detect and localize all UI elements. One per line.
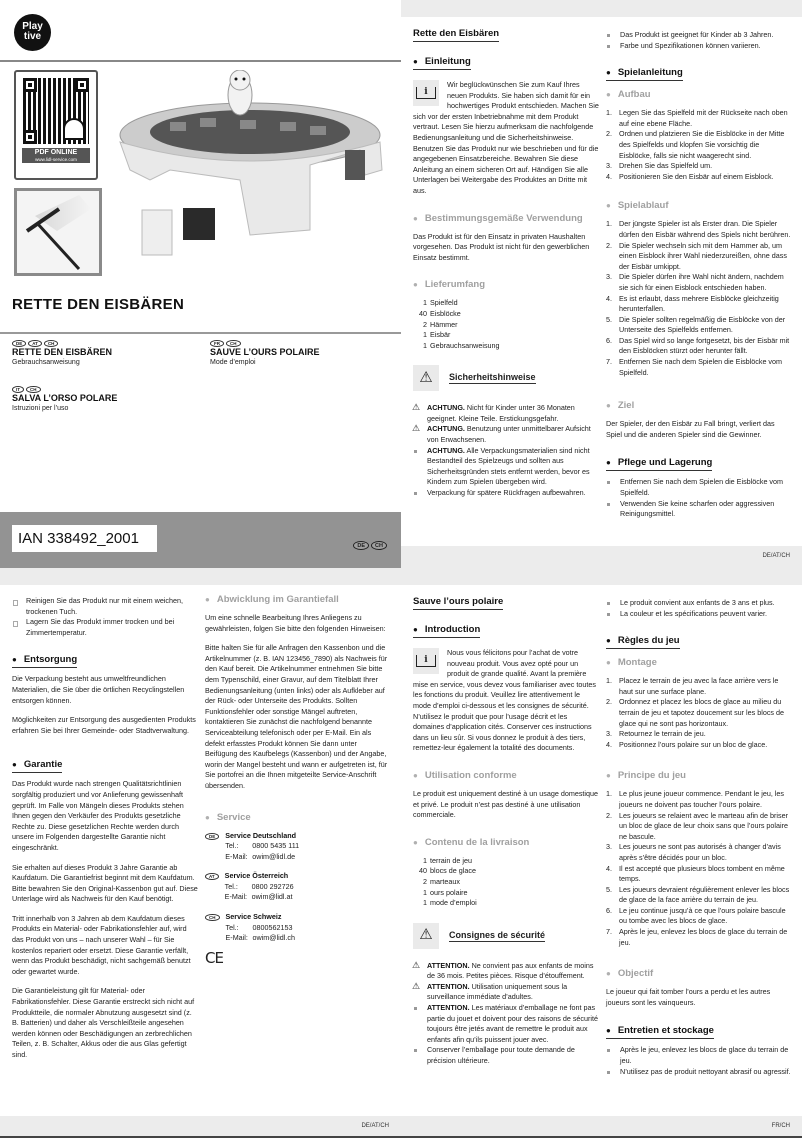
language-title: RETTE DEN EISBÄREN	[12, 347, 113, 357]
language-subtitle: Gebrauchsanweisung	[12, 359, 80, 366]
list-item: 1. Der jüngste Spieler ist als Erster dran. Die Spieler dürfen den Eisbär während des Spiels nicht berühren.	[606, 219, 791, 239]
language-subtitle: Istruzioni per l’uso	[12, 405, 69, 412]
use-text: Das Produkt ist für den Einsatz in privaten Haushalten vorgesehen. Das Produkt ist nicht für den gewerblichen Einsatz bestimmt.	[413, 231, 590, 262]
list-item: Farbe und Spezifikationen können variieren.	[606, 41, 792, 52]
section-heading-objectif: ● Objectif	[606, 968, 792, 979]
email-link[interactable]: owim@lidl.de	[252, 851, 296, 861]
list-item: 4. Positionnez l’ours polaire sur un bloc de glace.	[606, 739, 768, 749]
language-block-fr	[210, 340, 320, 367]
list-item: 2 marteaux	[423, 876, 460, 886]
qr-code-icon	[23, 78, 89, 144]
flag-at: AT	[28, 340, 42, 347]
section-heading-spielablauf: ● Spielablauf	[606, 200, 792, 211]
qr-code-box[interactable]	[14, 70, 98, 180]
hammer-icon	[17, 191, 99, 273]
pdf-online-label	[22, 148, 90, 163]
language-block-de	[12, 340, 112, 367]
list-item: 3. Drehen Sie das Spielfeld um.	[606, 161, 713, 171]
column-right	[606, 30, 792, 520]
section-heading-contenu: ● Contenu de la livraison	[413, 837, 599, 848]
fr-page-1	[401, 568, 802, 1138]
flag-it: IT	[12, 386, 24, 393]
list-item: Das Produkt ist geeignet für Kinder ab 3 Jahren.	[606, 30, 792, 41]
list-item: 3. Die Spieler dürfen ihre Wahl nicht ändern, nachdem sie sich für einen Eisblock entschieden haben.	[606, 272, 784, 292]
list-item: 4. Es ist erlaubt, dass mehrere Eisblöcke gleichzeitig herunterfallen.	[606, 293, 779, 314]
claim-text: Bitte halten Sie für alle Anfragen den Kassenbon und die Artikelnummer (z. B. IAN 123456_7890) als Nachweis für den Kauf bereit. Die Artikelnummer entnehmen Sie bitte dem Typenschild, einer Gravur, auf dem Titelblatt Ihrer Bedienungsanleitung (unten links) oder als Aufkleber auf der Rück- oder Unterseite des Produkts. Sollten Funktionsfehler oder sonstige Mängel auftreten, kontaktieren Sie zunächst die nachfolgend benannte Serviceabteilung telefonisch oder per E-Mail. Ein als defekt erfasstes Produkt können Sie dann unter Beifügung des Kaufbelegs (Kassenbon) und der Angabe, worin der Mangel besteht und wann er aufgetreten ist, für Sie portofrei an die Ihnen mitgeteilte Service-Anschrift übersenden.	[205, 643, 388, 790]
intro-block	[413, 648, 599, 754]
warning-icon: ⚠	[413, 365, 439, 391]
section-heading-garantiefall: ● Abwicklung im Garantiefall	[205, 594, 391, 605]
page-header-band	[401, 568, 802, 585]
section-heading-regles: ● Règles du jeu	[606, 635, 680, 649]
safety-list	[413, 403, 599, 498]
warranty-text: Die Garantieleistung gilt für Material- oder Fabrikationsfehler. Diese Garantie erstreckt sich nicht auf Produktteile, die normaler Abnutzung ausgesetzt sind (z. B. Batterien) und daher als Verschleißteile angesehen werden können oder Beschädigungen an zerbrechlichen Teilen, z. B. Schalter, Akkus oder die aus Glas gefertigt sind.	[12, 986, 195, 1059]
column-left	[413, 596, 599, 1067]
ce-mark-icon: CE	[205, 948, 223, 967]
list-item: 2 Hämmer	[423, 319, 458, 329]
flag-ch: CH	[226, 340, 241, 347]
column-right	[606, 598, 792, 1077]
contents-list	[413, 856, 599, 909]
safety-list	[413, 961, 599, 1067]
section-heading-entretien: ● Entretien et stockage	[606, 1025, 714, 1039]
care-list-cont	[12, 596, 198, 638]
page-footer-label: DE/AT/CH	[762, 553, 790, 560]
list-item: N’utilisez pas de produit nettoyant abrasif ou agressif.	[606, 1067, 792, 1078]
play-steps	[606, 789, 792, 948]
list-item: ATTENTION. Les matériaux d’emballage ne font pas partie du jouet et doivent pour des raisons de sécurité toujours être jetés avant de remettre le produit aux enfants afin qu’ils puissent jouer avec.	[413, 1003, 599, 1045]
document-title: Sauve l’ours polaire	[413, 596, 503, 610]
list-item: Reinigen Sie das Produkt nur mit einem weichen, trockenen Tuch.	[12, 596, 198, 617]
logo-text-tive: tive	[23, 31, 42, 42]
safety-heading-block	[413, 923, 599, 949]
page-footer-band	[401, 1116, 802, 1138]
service-de: DE Service Deutschland Tel.: 0800 5435 111 E-Mail: owim@lidl.de	[205, 831, 391, 863]
care-list	[606, 1045, 792, 1077]
list-item: La couleur et les spécifications peuvent varier.	[606, 609, 792, 620]
section-heading-pflege: ● Pflege und Lagerung	[606, 457, 712, 471]
page-footer-band	[0, 1116, 401, 1138]
flag-ch: CH	[44, 340, 59, 347]
notes-list	[606, 598, 792, 619]
list-item: 1 terrain de jeu	[423, 855, 472, 865]
language-subtitle: Mode d’emploi	[210, 359, 256, 366]
intro-text: Wir beglückwünschen Sie zum Kauf Ihres neuen Produkts. Sie haben sich damit für ein hochwertiges Produkt entschieden. Machen Sie sich vor der ersten Inbetriebnahme mit dem Produkt vertraut. Lesen Sie hierzu aufmerksam die nachfolgende Bedienungsanleitung und die Sicherheitshinweise. Benutzen Sie das Produkt nur wie beschrieben und für die angegebenen Einsatzbereiche. Bewahren Sie diese Anleitung an einem sicheren Ort auf. Händigen Sie alle Unterlagen bei Weitergabe des Produktes an Dritte mit aus.	[413, 80, 599, 195]
document-title: Rette den Eisbären	[413, 28, 499, 42]
list-item: 5. Les joueurs devraient régulièrement enlever les blocs de glace de la face arrière du terrain de jeu.	[606, 884, 790, 905]
list-item: 1. Placez le terrain de jeu avec la face arrière vers le haut sur une surface plane.	[606, 676, 779, 696]
warranty-text: Sie erhalten auf dieses Produkt 3 Jahre Garantie ab Kaufdatum. Die Garantiefrist beginnt mit dem Kaufdatum. Bitte bewahren Sie den Original-Kassenbon gut auf. Diese Unterlage wird als Nachweis für den Kauf benötigt.	[12, 862, 198, 904]
section-heading-service: ● Service	[205, 812, 391, 823]
country-flags	[12, 340, 112, 347]
country-flags	[353, 541, 387, 550]
page-header-band	[0, 568, 401, 585]
intro-block	[413, 80, 599, 197]
notes-list	[606, 30, 792, 51]
flag-ch: CH	[371, 541, 387, 550]
disposal-text: Möglichkeiten zur Entsorgung des ausgedienten Produkts erfahren Sie bei Ihrer Gemeinde- oder Stadtverwaltung.	[12, 715, 196, 735]
phone-number[interactable]: 0800562153	[252, 922, 293, 932]
page-header-band	[401, 0, 802, 17]
service-ch: CH Service Schweiz Tel.: 0800562153 E-Mail: owim@lidl.ch	[205, 912, 391, 944]
list-item: 7. Après le jeu, enlevez les blocs de glace du terrain de jeu.	[606, 927, 788, 947]
warranty-text: Das Produkt wurde nach strengen Qualitätsrichtlinien sorgfältig produziert und vor Anlieferung gewissenhaft geprüft. Im Falle von Mängeln dieses Produkts stehen Ihnen gegen den Verkäufer des Produkts gesetzliche Rechte zu. Diese gesetzlichen Rechte werden durch unsere im Folgenden dargestellte Garantie nicht eingeschränkt.	[12, 779, 184, 852]
list-item: 6. Le jeu continue jusqu’à ce que l’ours polaire bascule ou tombe avec les blocs de glace.	[606, 905, 786, 926]
de-page-2	[0, 568, 401, 1138]
list-item: 5. Die Spieler sollten regelmäßig die Eisblöcke von der Unterseite des Spielfelds entfernen.	[606, 314, 786, 335]
qr-label-text: PDF ONLINE	[34, 149, 78, 156]
service-name: Service Deutschland	[225, 830, 296, 840]
page-footer-label: DE/AT/CH	[361, 1123, 389, 1130]
list-item: 7. Entfernen Sie nach dem Spielen die Eisblöcke vom Spielfeld.	[606, 357, 783, 377]
service-at: AT Service Österreich Tel.: 0800 292726 E-Mail: owim@lidl.at	[205, 871, 391, 903]
section-heading-entsorgung: ● Entsorgung	[12, 654, 77, 668]
list-item: 1. Le plus jeune joueur commence. Pendant le jeu, les joueurs ne doivent pas toucher l’ours polaire.	[606, 789, 785, 809]
book-info-icon: i	[413, 648, 439, 674]
list-item: ACHTUNG. Alle Verpackungsmaterialien sind nicht Bestandteil des Spielzeugs und sollten aus Sicherheitsgründen stets entfernt werden, bevor es Kindern zum Spielen übergeben wird.	[413, 446, 599, 488]
service-name: Service Österreich	[224, 871, 289, 881]
list-item: 1 Spielfeld	[423, 298, 458, 308]
page-footer-band	[401, 546, 802, 568]
flag-de: DE	[12, 340, 26, 347]
language-title: SALVA L’ORSO POLARE	[12, 393, 118, 403]
logo-text-play: Play	[22, 21, 43, 32]
setup-steps	[606, 676, 792, 750]
section-heading-montage: ● Montage	[606, 657, 792, 668]
flag-de: DE	[205, 833, 219, 840]
flag-fr: FR	[210, 340, 224, 347]
language-block-it	[12, 386, 117, 413]
setup-steps	[606, 108, 792, 182]
list-item: Verpackung für spätere Rückfragen aufbewahren.	[413, 488, 599, 499]
list-item: 1 mode d’emploi	[423, 898, 477, 908]
list-item: 2. Les joueurs se relaient avec le marteau afin de briser un bloc de glace de leur choix sans que l’ours polaire ne bascule.	[606, 810, 789, 841]
claim-intro: Um eine schnelle Bearbeitung Ihres Anliegens zu gewährleisten, folgen Sie bitte den folgenden Hinweisen:	[205, 613, 386, 633]
qr-url-text: www.lidl-service.com	[35, 157, 77, 162]
goal-text: Der Spieler, der den Eisbär zu Fall bringt, verliert das Spiel und die anderen Spieler sind die Gewinner.	[606, 419, 775, 439]
page-footer-label: FR/CH	[771, 1123, 790, 1130]
email-link[interactable]: owim@lidl.at	[251, 892, 293, 902]
list-item: 1 Eisbär	[423, 330, 451, 340]
section-heading-utilisation: ● Utilisation conforme	[413, 770, 599, 781]
list-item: 1. Legen Sie das Spielfeld mit der Rückseite nach oben auf eine ebene Fläche.	[606, 108, 788, 128]
contents-list	[413, 298, 599, 351]
play-steps	[606, 219, 792, 378]
section-heading-lieferumfang: ● Lieferumfang	[413, 279, 599, 290]
book-info-icon: i	[413, 80, 439, 106]
phone-number[interactable]: 0800 292726	[251, 881, 294, 891]
list-item: Le produit convient aux enfants de 3 ans et plus.	[606, 598, 792, 609]
de-page-1	[401, 0, 802, 568]
divider	[0, 332, 401, 334]
section-heading-ziel: ● Ziel	[606, 400, 792, 411]
list-item: ⚠ ACHTUNG. Benutzung unter unmittelbarer Aufsicht von Erwachsenen.	[413, 424, 599, 445]
column-right	[205, 594, 391, 967]
list-item: 1 ours polaire	[423, 887, 468, 897]
ian-number: IAN 338492_2001	[12, 525, 157, 552]
ian-band	[0, 512, 401, 568]
care-list	[606, 477, 792, 519]
product-image	[110, 70, 395, 270]
list-item: 4. Positionieren Sie den Eisbär auf einem Eisblock.	[606, 171, 774, 181]
column-left	[12, 596, 198, 1070]
country-flags	[210, 340, 320, 347]
list-item: 2. Ordnen und platzieren Sie die Eisblöcke in der Mitte des Spielfelds und klopfen Sie vorsichtig die Eisblöcke, falls sie nicht waagerecht sind.	[606, 129, 785, 160]
list-item: 3. Retournez le terrain de jeu.	[606, 729, 706, 739]
cover-page	[0, 0, 401, 568]
safety-heading-block	[413, 365, 599, 391]
list-item: ⚠ ATTENTION. Ne convient pas aux enfants de moins de 36 mois. Petites pièces. Risque d’étouffement.	[413, 961, 599, 982]
list-item: 40 Eisblöcke	[419, 308, 461, 318]
email-link[interactable]: owim@lidl.ch	[252, 933, 295, 943]
section-heading-verwendung: ● Bestimmungsgemäße Verwendung	[413, 213, 599, 224]
flag-at: AT	[205, 873, 219, 880]
flag-ch: CH	[205, 914, 220, 921]
list-item: 4. Il est accepté que plusieurs blocs tombent en même temps.	[606, 863, 785, 884]
section-heading-principe: ● Principe du jeu	[606, 770, 792, 781]
list-item: Après le jeu, enlevez les blocs de glace du terrain de jeu.	[606, 1045, 792, 1066]
list-item: Conserver l’emballage pour toute demande de précision ultérieure.	[413, 1045, 599, 1066]
use-text: Le produit est uniquement destiné à un usage domestique et privé. Le produit n’est pas destiné à une utilisation commerciale.	[413, 788, 599, 820]
section-heading-garantie: ● Garantie	[12, 759, 62, 773]
service-name: Service Schweiz	[225, 912, 282, 922]
list-item: 2. Ordonnez et placez les blocs de glace au milieu du terrain de jeu et tapotez doucement sur les blocs de glace qui ne sont pas horizontaux.	[606, 697, 785, 728]
disposal-text: Die Verpackung besteht aus umweltfreundlichen Materialien, die Sie über die örtlichen Recyclingstellen entsorgen können.	[12, 674, 185, 705]
divider	[0, 60, 401, 62]
section-heading-securite: Consignes de sécurité	[449, 929, 546, 940]
list-item: ⚠ ATTENTION. Utilisation uniquement sous la surveillance immédiate d’adultes.	[413, 982, 599, 1003]
column-left	[413, 28, 599, 499]
phone-number[interactable]: 0800 5435 111	[252, 841, 300, 851]
warning-icon: ⚠	[413, 923, 439, 949]
section-heading-sicherheit: Sicherheitshinweise	[449, 372, 536, 383]
section-heading-spielanleitung: ● Spielanleitung	[606, 67, 683, 81]
warranty-text: Tritt innerhalb von 3 Jahren ab dem Kaufdatum dieses Produkts ein Material- oder Fabrikationsfehler auf, wird das Produkt von uns – nach unserer Wahl – für Sie kostenlos repariert oder ersetzt. Diese Garantie verfällt, wenn das Produkt beschädigt, nicht sachgemäß benutzt oder gewartet wurde.	[12, 913, 191, 976]
section-heading-einleitung: ● Einleitung	[413, 56, 471, 70]
goal-text: Le joueur qui fait tomber l’ours a perdu et les autres joueurs sont les vainqueurs.	[606, 987, 771, 1007]
list-item: 3. Les joueurs ne sont pas autorisés à changer d’avis après s’être décidés pour un bloc.	[606, 842, 781, 862]
list-item: Lagern Sie das Produkt immer trocken und bei Zimmertemperatur.	[12, 617, 198, 638]
section-heading-introduction: ● Introduction	[413, 624, 480, 638]
section-heading-aufbau: ● Aufbau	[606, 89, 792, 100]
country-flags	[12, 386, 117, 393]
list-item: Verwenden Sie keine scharfen oder aggressiven Reinigungsmittel.	[606, 499, 792, 520]
hammer-image	[14, 188, 102, 276]
list-item: ⚠ ACHTUNG. Nicht für Kinder unter 36 Monaten geeignet. Kleine Teile. Erstickungsgefahr.	[413, 403, 599, 424]
list-item: 2. Die Spieler wechseln sich mit dem Hammer ab, um einen Eisblock ihrer Wahl niederzureißen, ohne dass der Eisbär umkippt.	[606, 240, 787, 271]
flag-de: DE	[353, 541, 369, 550]
list-item: Entfernen Sie nach dem Spielen die Eisblöcke vom Spielfeld.	[606, 477, 792, 498]
cover-title: RETTE DEN EISBÄREN	[12, 296, 185, 313]
playtive-logo	[14, 14, 51, 51]
flag-ch: CH	[26, 386, 41, 393]
game-board-icon	[110, 70, 395, 270]
list-item: 40 blocs de glace	[419, 866, 476, 876]
intro-text: Nous vous félicitons pour l’achat de votre nouveau produit. Vous avez opté pour un produit de grande qualité. Avant la première mise en service, vous devez vous familiariser avec toutes les fonctions du produit. Veuillez lire attentivement le mode d’emploi ci-dessous et les consignes de sécurité. N’utilisez le produit que pour l’usage décrit et les domaines d’application cités. Conserver ces instructions dans un lieu sûr. Si vous donnez le produit à des tiers, remettez-leur également la totalité des documents.	[413, 648, 596, 753]
list-item: 6. Das Spiel wird so lange fortgesetzt, bis der Eisbär mit den Eisblöcken stürzt oder herunter fällt.	[606, 335, 790, 356]
list-item: 1 Gebrauchsanweisung	[423, 340, 500, 350]
language-title: SAUVE L’OURS POLAIRE	[210, 347, 320, 357]
